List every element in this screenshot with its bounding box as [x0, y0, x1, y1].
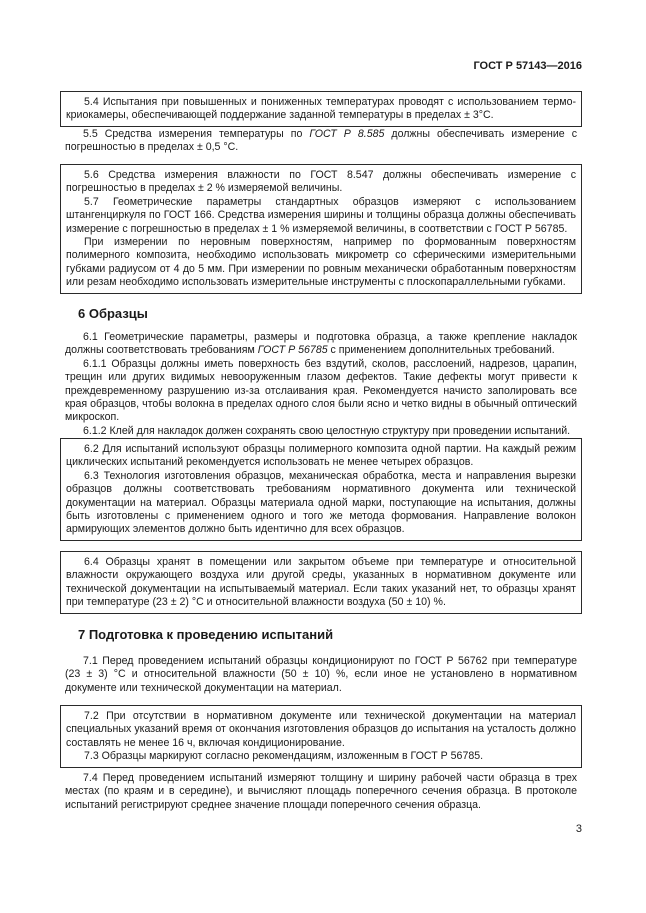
ref-gost-56785: ГОСТ Р 56785: [257, 344, 328, 357]
clause-7-4: 7.4 Перед проведением испытаний измеряют толщину и ширину рабочей части образца в трех местах (по краям и в середине), и вычисляют площадь поперечного сечения образца. В протоколе испытаний регистрируют среднее значение площади поперечного сечения образца.: [65, 772, 577, 811]
clause-6-1: 6.1 Геометрические параметры, размеры и подготовка образца, а также крепление накладок должны соответствовать требованиям ГОСТ Р 56785 с применением дополнительных требований.: [65, 331, 577, 357]
clause-6-1-block: [60, 331, 582, 438]
clause-6-4: 6.4 Образцы хранят в помещении или закрытом объеме при температуре и относительной влажности окружающего воздуха или другой среды, указанных в нормативном документе или технической документации на испытываемый материал. Если таких указаний нет, то образцы хранят при температуре (23 ± 2) °С и относительной влажности воздуха (50 ± 10) %.: [66, 556, 576, 609]
clause-5-6: 5.6 Средства измерения влажности по ГОСТ 8.547 должны обеспечивать измерение с погрешностью в пределах ± 2 % измеряемой величины.: [66, 169, 576, 195]
document-header: ГОСТ Р 57143—2016: [473, 60, 582, 72]
clause-6-2-6-3-box: [60, 438, 582, 541]
clause-7-4-block: [60, 772, 582, 812]
page-number: 3: [575, 823, 582, 835]
clause-7-2: 7.2 При отсутствии в нормативном документе или технической документации на материал специальных указаний время от окончания изготовления образцов до испытания на усталость должно составлять не менее 16 ч, включая кондиционирование.: [66, 710, 576, 749]
clause-5-4: 5.4 Испытания при повышенных и пониженных температурах проводят с использованием термо-криокамеры, обеспечивающей поддержание заданной температуры в пределах ± 3°С.: [66, 96, 576, 122]
clause-6-2: 6.2 Для испытаний используют образцы полимерного композита одной партии. На каждый режим циклических испытаний рекомендуется использовать не менее четырех образцов.: [66, 443, 576, 469]
clause-5-5-block: [60, 128, 582, 155]
clause-5-6-5-7-box: [60, 164, 582, 294]
section-6-heading: 6 Образцы: [78, 306, 148, 321]
section-7-heading: 7 Подготовка к проведению испытаний: [78, 627, 334, 642]
clause-6-1-1: 6.1.1 Образцы должны иметь поверхность без вздутий, сколов, расслоений, надрезов, царапин, трещин или других видимых невооруженным глазом дефектов. Такие дефекты могут привести к преждевременному разрушению из-за отслаивания края. Рекомендуется начисто заполировать все края образцов, чтобы волокна в пределах одного слоя были ясно и четко видны в обычный оптический микроскоп.: [65, 357, 577, 424]
clause-6-3: 6.3 Технология изготовления образцов, механическая обработка, места и направления вырезки образцов должны соответствовать требованиям нормативного документа или технической документации на материал. Образцы материала одной марки, поступающие на испытания, должны быть изготовлены с применением одного и того же метода формования. Направление волокон армирующих элементов должно быть идентично для всех образцов.: [66, 469, 576, 536]
clause-5-7-continued: При измерении по неровным поверхностям, например по формованным поверхностям полимерного композита, необходимо использовать микрометр со сферическими измерительными губками радиусом от 4 до 5 мм. При измерении по ровным механически обработанным поверхностям или резам необходимо использовать измерительные инструменты с плоскопараллельными губками.: [66, 236, 576, 289]
clause-5-7: 5.7 Геометрические параметры стандартных образцов измеряют с использованием штангенциркуля по ГОСТ 166. Средства измерения ширины и толщины образца должны обеспечивать измерение с погрешностью в пределах ± 1 % измеряемой величины, в соответствии с ГОСТ Р 56785.: [66, 195, 576, 235]
clause-7-3: 7.3 Образцы маркируют согласно рекомендациям, изложенным в ГОСТ Р 56785.: [84, 750, 484, 763]
clause-7-2-7-3-box: [60, 705, 582, 768]
clause-6-1-2: 6.1.2 Клей для накладок должен сохранять свою целостную структуру при проведении испытаний.: [83, 424, 571, 437]
clause-7-1: 7.1 Перед проведением испытаний образцы кондиционируют по ГОСТ Р 56762 при температуре (23 ± 3) °С и относительной влажности (50 ± 10) %, если иное не установлено в нормативном документе или технической документации на материал.: [65, 655, 577, 694]
ref-gost-8-585: ГОСТ Р 8.585: [309, 128, 385, 140]
clause-5-4-box: [60, 91, 582, 127]
clause-5-5: 5.5 Средства измерения температуры по ГОСТ Р 8.585 должны обеспечивать измерение с погрешностью в пределах ± 0,5 °С.: [65, 128, 577, 154]
clause-7-1-block: [60, 655, 582, 695]
clause-6-4-box: [60, 551, 582, 614]
